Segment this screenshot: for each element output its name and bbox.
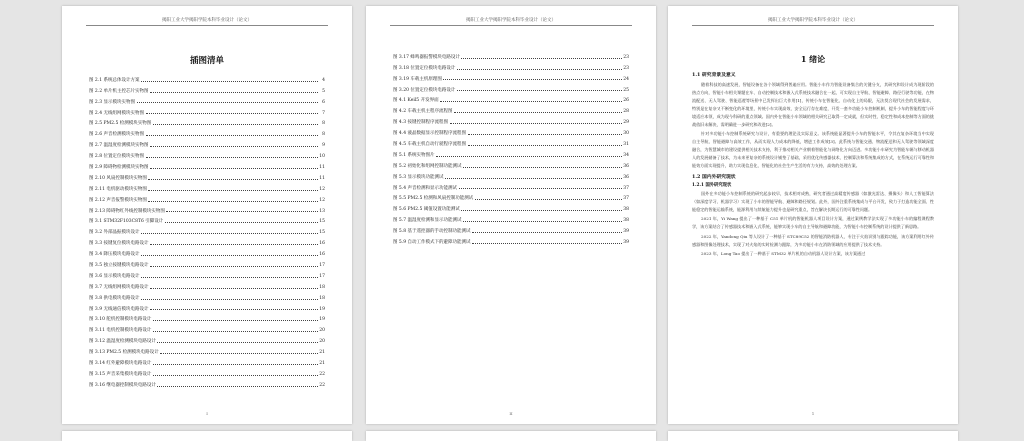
figure-caption: 图 5.6 PM2.5 阈值设置功能测试 bbox=[393, 207, 460, 213]
figure-page-number: 4 bbox=[322, 77, 325, 83]
leader-dots bbox=[150, 244, 317, 245]
leader-dots bbox=[468, 134, 622, 135]
figure-page-number: 11 bbox=[319, 175, 325, 181]
section-heading: 1.1 研究背景及意义 bbox=[692, 72, 736, 78]
leader-dots bbox=[153, 331, 318, 332]
leader-dots bbox=[141, 277, 317, 278]
leader-dots bbox=[472, 232, 621, 233]
leader-dots bbox=[141, 81, 317, 82]
figure-page-number: 9 bbox=[322, 143, 325, 149]
figure-page-number: 15 bbox=[319, 219, 325, 225]
figure-list-entry bbox=[89, 257, 325, 268]
figure-list-entry bbox=[89, 116, 325, 127]
paragraph: 2022 年，Yandong Qiu 等人设计了一种基于 STC89C52 的智能消防机器人，专注于火焰识别与跟踪功能，该方案利用红外传感器和图像处理技术，实现了对火焰的实时检测与跟踪，为多功能小车在消防领域的应用提供了技术支持。 bbox=[692, 233, 934, 247]
leader-dots bbox=[443, 79, 621, 80]
figure-page-number: 39 bbox=[623, 229, 629, 235]
leader-dots bbox=[157, 386, 317, 387]
figure-list-entry bbox=[393, 125, 629, 136]
figure-list-entry bbox=[89, 246, 325, 257]
figure-caption: 图 2.5 PM2.5 检测模块实物图 bbox=[89, 121, 152, 127]
figure-list-entry bbox=[393, 93, 629, 104]
figure-caption: 图 2.9 障碍物检测模块实物图 bbox=[89, 165, 149, 171]
figure-list-entry bbox=[89, 170, 325, 181]
figure-list-entry bbox=[89, 235, 325, 246]
leader-dots bbox=[150, 168, 317, 169]
figure-list-entry bbox=[393, 158, 629, 169]
figure-list-entry bbox=[89, 344, 325, 355]
page-header: 揭阳工业大学揭阳学院本科毕业设计（论文） bbox=[692, 17, 934, 26]
figure-page-number: 30 bbox=[623, 131, 629, 137]
figure-page-number: 22 bbox=[319, 382, 325, 388]
figure-list-entry bbox=[89, 214, 325, 225]
figure-list-entry bbox=[393, 49, 629, 60]
figure-page-number: 26 bbox=[623, 98, 629, 104]
figure-caption: 图 2.8 位置定位模块实物图 bbox=[89, 154, 145, 160]
figure-list-entry bbox=[393, 169, 629, 180]
figure-page-number: 8 bbox=[322, 132, 325, 138]
leader-dots bbox=[148, 201, 317, 202]
figure-list-entry bbox=[393, 103, 629, 114]
figure-page-number: 39 bbox=[623, 240, 629, 246]
leader-dots bbox=[475, 199, 622, 200]
figure-list bbox=[393, 49, 629, 245]
figure-list-entry bbox=[89, 224, 325, 235]
figure-page-number: 23 bbox=[623, 65, 629, 71]
chapter-title: 1 绪论 bbox=[800, 54, 826, 64]
figure-page-number: 37 bbox=[623, 185, 629, 191]
figure-page-number: 15 bbox=[319, 230, 325, 236]
figure-list-entry bbox=[89, 279, 325, 290]
page-number: I bbox=[206, 411, 208, 416]
leader-dots bbox=[445, 178, 621, 179]
figure-page-number: 36 bbox=[623, 163, 629, 169]
figure-page-number: 22 bbox=[319, 371, 325, 377]
paragraph: 2023 年，Long Tao 提出了一种基于 STM32 单片机的自动机器人设计方案，该方案通过 bbox=[701, 250, 866, 256]
leader-dots bbox=[153, 124, 318, 125]
leader-dots bbox=[150, 288, 317, 289]
figure-list-entry bbox=[89, 333, 325, 344]
leader-dots bbox=[459, 188, 622, 189]
figure-list-entry bbox=[89, 72, 325, 83]
page-header: 揭阳工业大学揭阳学院本科毕业设计（论文） bbox=[390, 17, 632, 26]
figure-list-entry bbox=[393, 147, 629, 158]
figure-page-number: 21 bbox=[319, 361, 325, 367]
figure-page-number: 11 bbox=[319, 165, 325, 171]
figure-list-entry bbox=[89, 192, 325, 203]
figure-page-number: 10 bbox=[319, 154, 325, 160]
figure-list-entry bbox=[89, 83, 325, 94]
figure-caption: 图 3.9 无线通信模块电路设计 bbox=[89, 306, 149, 312]
figure-list-entry bbox=[393, 180, 629, 191]
figure-caption: 图 2.6 声音检测模块实物图 bbox=[89, 132, 145, 138]
figure-list-entry bbox=[89, 94, 325, 105]
figure-list-entry bbox=[89, 312, 325, 323]
figure-caption: 图 3.2 外部晶振模块设计 bbox=[89, 230, 140, 236]
leader-dots bbox=[150, 92, 317, 93]
subsection-heading: 1.2.1 国外研究现状 bbox=[692, 183, 732, 189]
figure-caption: 图 3.1 STM32F103C8T6 引脚设计 bbox=[89, 219, 164, 225]
figure-page-number: 38 bbox=[623, 207, 629, 213]
figure-page-number: 29 bbox=[623, 120, 629, 126]
figure-page-number: 20 bbox=[319, 339, 325, 345]
figure-list-entry bbox=[89, 126, 325, 137]
figure-list-entry bbox=[393, 223, 629, 234]
leader-dots bbox=[450, 123, 622, 124]
figure-page-number: 18 bbox=[319, 284, 325, 290]
leader-dots bbox=[150, 309, 317, 310]
figure-caption: 图 2.13 障碍物红外线控制模块实物图 bbox=[89, 208, 165, 214]
figure-caption: 图 5.4 声音检测和显示功能测试 bbox=[393, 185, 458, 191]
paragraph: 国外在多功能小车控制系统的研究起步较早，技术相对成熟，研究者通过高精度传感器（如激光雷达、摄像头）和人工智能算法（如深度学习、机器学习）实现了小车的智能导航、避障和路径规划。此外，国外注重系统集成与平台开发，致力于打造功能全面、性能稳定的智能运输系统，能源利用与续航能力提升也是研究重点，旨在解决长期运行的可靠性问题。 bbox=[692, 191, 934, 213]
leader-dots bbox=[148, 190, 317, 191]
figure-list-entry bbox=[89, 268, 325, 279]
leader-dots bbox=[141, 255, 317, 256]
figure-list-entry bbox=[393, 234, 629, 245]
page-number: 1 bbox=[811, 411, 815, 416]
figure-page-number: 16 bbox=[319, 241, 325, 247]
figure-page-number: 31 bbox=[623, 142, 629, 148]
figure-caption: 图 3.6 显示模块电路设计 bbox=[89, 273, 140, 279]
leader-dots bbox=[153, 364, 318, 365]
figure-page-number: 21 bbox=[319, 350, 325, 356]
figure-caption: 图 3.15 声音采集模块电路设计 bbox=[89, 371, 152, 377]
figure-page-number: 36 bbox=[623, 174, 629, 180]
leader-dots bbox=[436, 156, 621, 157]
figure-list bbox=[89, 72, 325, 388]
figure-caption: 图 2.12 声音报警模块实物图 bbox=[89, 197, 147, 203]
figure-caption: 图 2.1 系统总体设计方案 bbox=[89, 77, 140, 83]
leader-dots bbox=[150, 266, 317, 267]
page-illustration-list-2 bbox=[366, 6, 656, 424]
figure-list-entry bbox=[89, 181, 325, 192]
leader-dots bbox=[463, 167, 621, 168]
figure-page-number: 19 bbox=[319, 317, 325, 323]
figure-caption: 图 3.13 PM2.5 检测模块电路设计 bbox=[89, 350, 159, 356]
figure-list-entry bbox=[393, 136, 629, 147]
figure-list-entry bbox=[393, 71, 629, 82]
figure-page-number: 18 bbox=[319, 295, 325, 301]
figure-page-number: 19 bbox=[319, 306, 325, 312]
leader-dots bbox=[461, 58, 621, 59]
figure-caption: 图 4.5 车载主机自动行驶程序流程图 bbox=[393, 142, 467, 148]
figure-list-entry bbox=[89, 322, 325, 333]
figure-list-entry bbox=[89, 355, 325, 366]
section-heading: 1.2 国内外研究现状 bbox=[692, 173, 736, 180]
figure-caption: 图 3.10 舵机控制模块电路设计 bbox=[89, 317, 152, 323]
page-illustration-list-1 bbox=[62, 6, 352, 424]
figure-caption: 图 2.10 风扇控制模块实物图 bbox=[89, 175, 147, 181]
figure-caption: 图 5.1 系统实物图片 bbox=[393, 152, 435, 158]
leader-dots bbox=[148, 179, 317, 180]
figure-list-entry bbox=[393, 212, 629, 223]
figure-list-entry bbox=[393, 191, 629, 202]
leader-dots bbox=[146, 157, 318, 158]
figure-page-number: 16 bbox=[319, 252, 325, 258]
figure-caption: 图 2.3 显示模块实物图 bbox=[89, 99, 136, 105]
figure-caption: 图 2.11 电机驱动模块实物图 bbox=[89, 186, 147, 192]
leader-dots bbox=[153, 375, 318, 376]
figure-caption: 图 3.19 车载主机原理图 bbox=[393, 76, 442, 82]
figure-page-number: 20 bbox=[319, 328, 325, 334]
leader-dots bbox=[468, 145, 622, 146]
figure-caption: 图 5.2 初始化和组网控制功能测试 bbox=[393, 163, 462, 169]
figure-caption: 图 3.14 红外避障模块电路设计 bbox=[89, 361, 152, 367]
figure-list-entry bbox=[89, 290, 325, 301]
leader-dots bbox=[472, 243, 621, 244]
leader-dots bbox=[457, 69, 622, 70]
leader-dots bbox=[150, 146, 317, 147]
figure-caption: 图 3.5 独立按键模块电路设计 bbox=[89, 263, 149, 269]
figure-caption: 图 3.4 降压模块电路设计 bbox=[89, 252, 140, 258]
figure-list-entry bbox=[89, 203, 325, 214]
figure-page-number: 34 bbox=[623, 152, 629, 158]
leader-dots bbox=[137, 102, 318, 103]
figure-page-number: 7 bbox=[322, 110, 325, 116]
figure-caption: 图 3.11 电机控制模块电路设计 bbox=[89, 328, 152, 334]
leader-dots bbox=[146, 135, 318, 136]
figure-page-number: 5 bbox=[322, 88, 325, 94]
leader-dots bbox=[141, 233, 317, 234]
leader-dots bbox=[166, 211, 317, 212]
figure-page-number: 12 bbox=[319, 197, 325, 203]
next-page-edge bbox=[668, 431, 958, 441]
figure-page-number: 23 bbox=[623, 54, 629, 60]
leader-dots bbox=[141, 299, 317, 300]
figure-caption: 图 3.3 按键复位模块电路设计 bbox=[89, 241, 149, 247]
leader-dots bbox=[440, 101, 621, 102]
paragraph: 随着科技的高速发展，智能设备在各个领域得到普遍应用。智能小车作为智能设备集合的关键分支，其研究和设计成为现阶段的热点方向，智能小车相关课题在车、自动控制技术和嵌入式系统技术融合在一起，可实现自主导航、智能避障、路径行驶等功能，在物流配送、无人驾驶、智能巡逻等场景中已发挥出巨大作用[1]，传统小车在智能化、自动化上的局限，无法契合现代社会的发展需求，特别是在复杂又不断变化的环境里，传统小车实现高效、安全运行存在难度，开发一套多功能小车控制机制，提升小车的智能程度与环境适应本领，成为现今科研的重点领域。国内外在智能小车领域的相关研究已取得一定成就，但实时性、稳定性和成本控制等方面的挑战依旧未解决，需明确进一步研究和改进[2]。 bbox=[692, 81, 934, 127]
figure-caption: 图 3.16 继电器控制模块电路设计 bbox=[89, 382, 156, 388]
figure-list-entry bbox=[89, 137, 325, 148]
figure-caption: 图 4.4 液晶数据显示控制程序流程图 bbox=[393, 131, 467, 137]
leader-dots bbox=[157, 342, 317, 343]
figure-list-entry bbox=[393, 114, 629, 125]
figure-list-entry bbox=[89, 301, 325, 312]
page-header: 揭阳工业大学揭阳学院本科毕业设计（论文） bbox=[86, 17, 328, 26]
figure-page-number: 28 bbox=[623, 109, 629, 115]
figure-caption: 图 2.4 无线组网模块实物图 bbox=[89, 110, 145, 116]
figure-list-entry bbox=[393, 201, 629, 212]
figure-caption: 图 4.1 Keil5 开发界面 bbox=[393, 98, 439, 104]
figure-list-entry bbox=[89, 148, 325, 159]
paragraph: 2021 年，Yi Wang 提出了一种基于 C51 单片机的智能机器人项目设计方案，通过案例教学法实现了多功能小车的编程课程教学，该方案结合了传感器技术和嵌入式系统，能够实现小车的自主导航和避障功能，为智能小车控制系统的设计提供了新思路。 bbox=[692, 216, 934, 230]
figure-page-number: 8 bbox=[322, 121, 325, 127]
figure-caption: 图 2.2 单片机主控芯片实物图 bbox=[89, 88, 149, 94]
figure-caption: 图 3.20 位置定位模块电路设计 bbox=[393, 87, 456, 93]
leader-dots bbox=[457, 90, 622, 91]
leader-dots bbox=[463, 221, 621, 222]
figure-page-number: 12 bbox=[319, 186, 325, 192]
figure-page-number: 6 bbox=[322, 99, 325, 105]
figure-page-number: 13 bbox=[319, 208, 325, 214]
figure-list-entry bbox=[89, 159, 325, 170]
figure-page-number: 24 bbox=[623, 76, 629, 82]
leader-dots bbox=[461, 210, 621, 211]
figure-list-entry bbox=[89, 105, 325, 116]
figure-list-entry bbox=[89, 366, 325, 377]
paragraph: 针对多功能小车控制系统研究与设计，有重要的理论及实际意义。该系统能显著提升小车的智能水平，令其在复杂环境当中实现自主导航、智能避障与高效工作，从而实现人力成本的降低，增进工作成效[3]。此系统与智能交通、物流配送和无人驾驶等领域深度融合，为智慧城市的建设提供相关技术支持，利于推动相关产业朝着智能化与网络化方向迈进。多功能小车研究为智能车辆与移动机器人的发展储备了技术，为未来更复杂的系统设计铺垫了基础，采用优化传感器技术、控制算法和系统集成的方式，在系统运行可靠性和能效方面实现提升，助力实现信息化、智能化的社会生产生活的有力支持，高效的处理方案。 bbox=[692, 131, 934, 169]
leader-dots bbox=[160, 353, 317, 354]
figure-page-number: 38 bbox=[623, 218, 629, 224]
figure-caption: 图 3.18 位置定位模块电路设计 bbox=[393, 65, 456, 71]
figure-caption: 图 3.8 供电模块电路设计 bbox=[89, 295, 140, 301]
page-number: II bbox=[509, 411, 513, 416]
figure-caption: 图 5.9 自动工作模式下的避障功能测试 bbox=[393, 240, 471, 246]
page-title: 插图清单 bbox=[189, 56, 224, 66]
chapter-body bbox=[692, 69, 934, 259]
figure-caption: 图 4.3 按键控制程序流程图 bbox=[393, 120, 449, 126]
figure-list-entry bbox=[393, 60, 629, 71]
figure-caption: 图 2.7 温湿度检测模块实物图 bbox=[89, 143, 149, 149]
next-page-edge bbox=[62, 431, 352, 441]
figure-caption: 图 5.7 温湿度检测和显示功能测试 bbox=[393, 218, 462, 224]
figure-caption: 图 3.7 无线组网模块电路设计 bbox=[89, 284, 149, 290]
figure-list-entry bbox=[89, 377, 325, 388]
figure-page-number: 37 bbox=[623, 196, 629, 202]
figure-page-number: 17 bbox=[319, 273, 325, 279]
figure-page-number: 17 bbox=[319, 263, 325, 269]
figure-caption: 图 5.3 显示模块功能测试 bbox=[393, 174, 444, 180]
leader-dots bbox=[454, 112, 621, 113]
figure-caption: 图 5.8 基于遥控器的手动控制功能测试 bbox=[393, 229, 471, 235]
leader-dots bbox=[153, 320, 318, 321]
leader-dots bbox=[165, 222, 318, 223]
figure-caption: 图 5.5 PM2.5 检测和风扇控制功能测试 bbox=[393, 196, 474, 202]
leader-dots bbox=[146, 113, 318, 114]
figure-caption: 图 3.17 蜂鸣器报警模块电路设计 bbox=[393, 54, 460, 60]
figure-page-number: 25 bbox=[623, 87, 629, 93]
page-chapter-1 bbox=[668, 6, 958, 424]
figure-caption: 图 4.2 车载主机主程序流程图 bbox=[393, 109, 453, 115]
next-page-edge bbox=[366, 431, 656, 441]
figure-list-entry bbox=[393, 82, 629, 93]
figure-caption: 图 3.12 温湿度检测模块电路设计 bbox=[89, 339, 156, 345]
